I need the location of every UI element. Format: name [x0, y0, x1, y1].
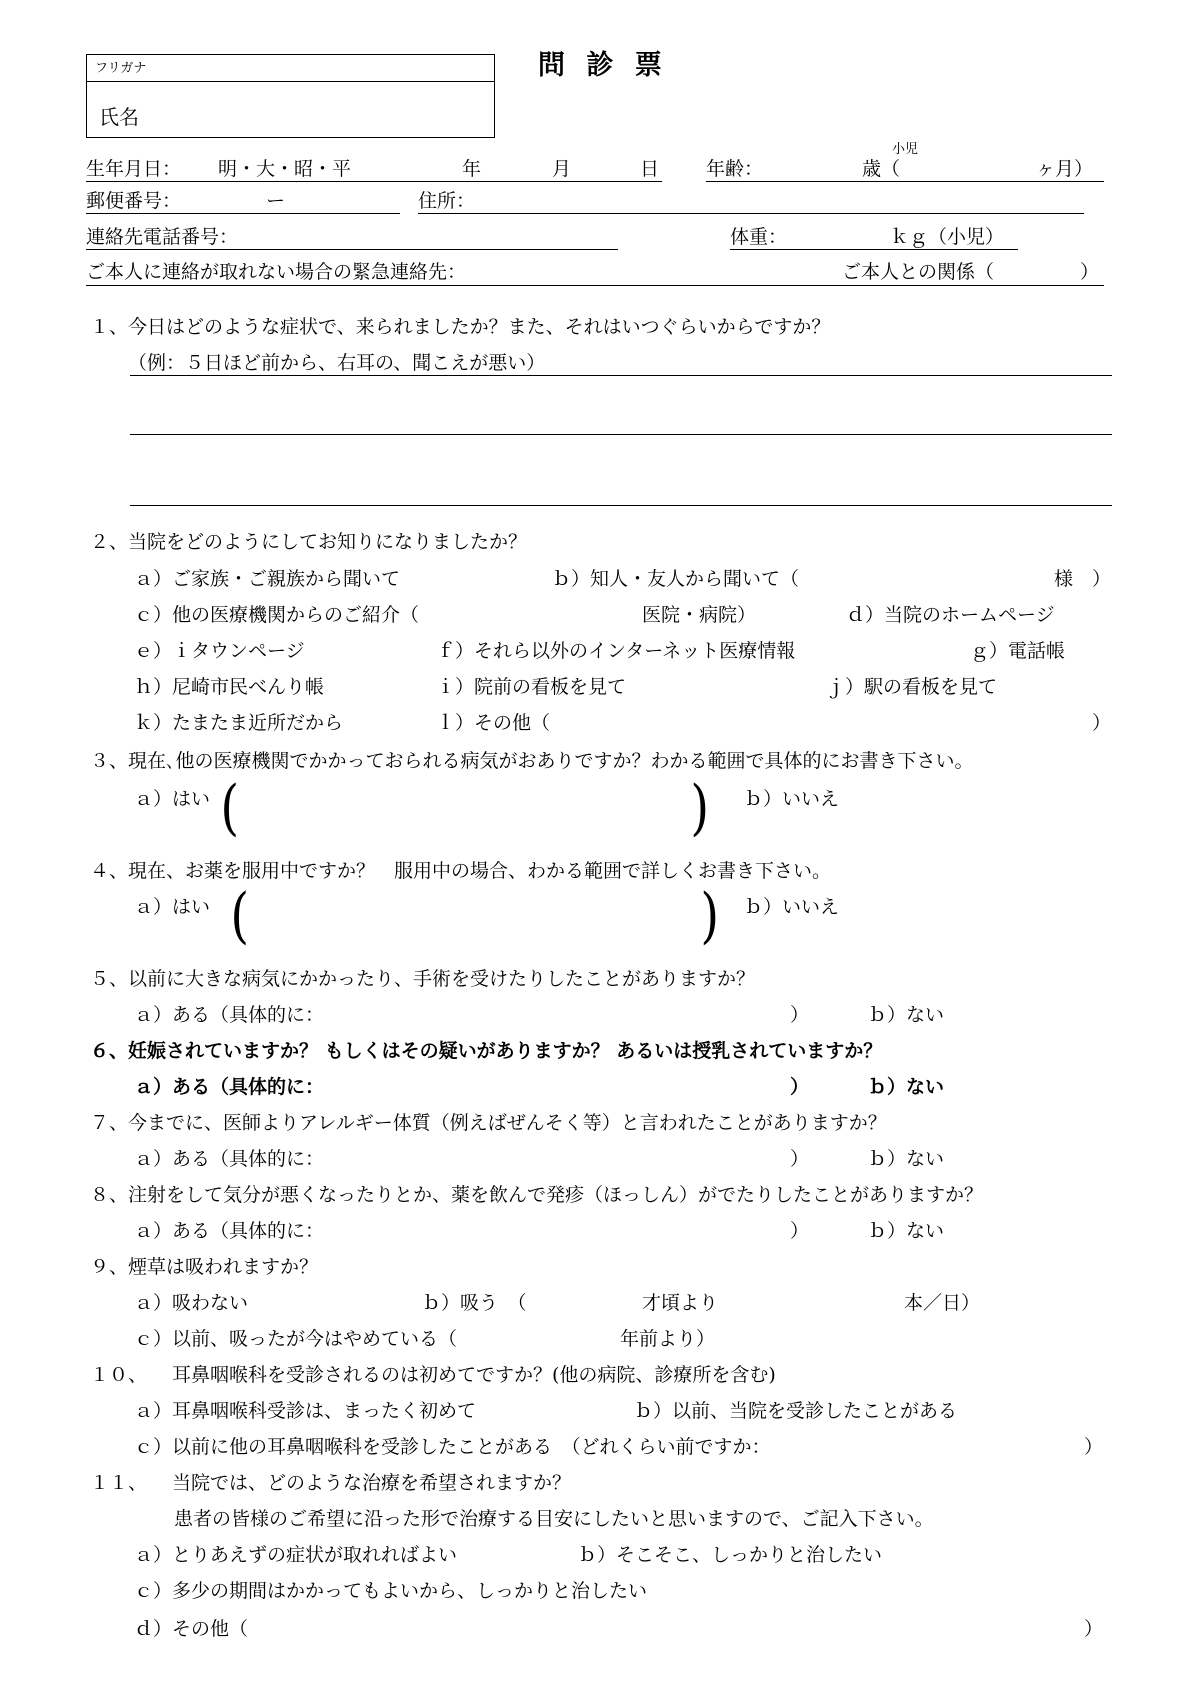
name-box-divider [87, 81, 494, 82]
age-label: 年齢： [706, 158, 764, 180]
q7-option-yes[interactable]: ａ）ある（具体的に： [134, 1148, 325, 1170]
q7-text: ７、今までに、医師よりアレルギー体質（例えばぜんそく等）と言われたことがありますか？ [90, 1112, 887, 1134]
q6-option-no[interactable]: ｂ）ない [868, 1076, 945, 1098]
q9-option-b[interactable]: ｂ）吸う （ [422, 1292, 527, 1314]
name-box[interactable] [86, 54, 495, 138]
q10-text: 耳鼻咽喉科を受診されるのは初めてですか？(他の病院、診療所を含む) [172, 1364, 776, 1386]
q1-line-3[interactable] [130, 505, 1112, 506]
q4-option-yes[interactable]: ａ）はい [134, 896, 211, 918]
q8-option-yes[interactable]: ａ）ある（具体的に： [134, 1220, 325, 1242]
q2-option-c-end: 医院・病院） [642, 604, 757, 626]
q3-paren-open: ( [220, 773, 240, 843]
q6-close: ） [790, 1076, 810, 1098]
q2-option-k[interactable]: ｋ）たまたま近所だから [134, 712, 344, 734]
postal-underline[interactable] [86, 213, 400, 214]
q8-text: ８、注射をして気分が悪くなったりとか、薬を飲んで発疹（ほっしん）がでたりしたことがありますか？ [90, 1184, 984, 1206]
month-label: 月 [552, 158, 572, 180]
q11-option-d-end: ） [1084, 1618, 1104, 1640]
q2-option-i[interactable]: ｉ）院前の看板を見て [436, 676, 627, 698]
q10-option-c[interactable]: ｃ）以前に他の耳鼻咽喉科を受診したことがある （どれくらい前ですか： [134, 1436, 771, 1458]
relation-label: ご本人との関係（ [842, 261, 995, 283]
q2-option-j[interactable]: ｊ）駅の看板を見て [826, 676, 998, 698]
q6-text: ６、妊娠されていますか？ もしくはその疑いがありますか？ あるいは授乳されていますか？ [90, 1040, 883, 1062]
q5-option-no[interactable]: ｂ）ない [868, 1004, 945, 1026]
q11-text: 当院では、どのような治療を希望されますか？ [172, 1472, 572, 1494]
months-unit: ヶ月） [1036, 158, 1094, 180]
relation-close: ） [1080, 261, 1100, 283]
q9-option-b-count: 本／日） [904, 1292, 981, 1314]
q11-option-d[interactable]: ｄ）その他（ [134, 1618, 249, 1640]
address-label: 住所： [418, 190, 476, 212]
birth-underline[interactable] [86, 181, 662, 182]
q10-option-c-end: ） [1084, 1436, 1104, 1458]
q3-text: ３、現在､他の医療機関でかかっておられる病気がおありですか？わかる範囲で具体的にお書き下さい。 [90, 750, 974, 772]
q2-option-l-end: ） [1092, 712, 1112, 734]
q3-option-no[interactable]: ｂ）いいえ [744, 788, 840, 810]
q2-option-c[interactable]: ｃ）他の医療機関からのご紹介（ [134, 604, 420, 626]
weight-underline[interactable] [730, 249, 1018, 250]
page-title: 問 診 票 [538, 50, 668, 81]
name-label: 氏名 [99, 105, 139, 129]
q6-option-yes[interactable]: ａ）ある（具体的に： [134, 1076, 325, 1098]
child-note: 小児 [892, 142, 919, 157]
q3-option-yes[interactable]: ａ）はい [134, 788, 211, 810]
q2-text: ２、当院をどのようにしてお知りになりましたか？ [90, 531, 528, 553]
day-label: 日 [640, 158, 660, 180]
q7-close: ） [790, 1148, 810, 1170]
q8-option-no[interactable]: ｂ）ない [868, 1220, 945, 1242]
address-underline[interactable] [418, 213, 1084, 214]
q5-option-yes[interactable]: ａ）ある（具体的に： [134, 1004, 325, 1026]
q2-option-f[interactable]: ｆ）それら以外のインターネット医療情報 [436, 640, 796, 662]
q10-number: １０、 [90, 1364, 148, 1386]
postal-label: 郵便番号： [86, 190, 182, 212]
q11-option-a[interactable]: ａ）とりあえずの症状が取れればよい [134, 1544, 458, 1566]
q2-option-a[interactable]: ａ）ご家族・ご親族から聞いて [134, 568, 401, 590]
postal-dash: ー [266, 190, 286, 212]
q4-paren-close: ) [700, 881, 720, 951]
q4-option-no[interactable]: ｂ）いいえ [744, 896, 840, 918]
q1-line-1[interactable] [130, 375, 1112, 376]
q10-option-a[interactable]: ａ）耳鼻咽喉科受診は、まったく初めて [134, 1400, 477, 1422]
q9-option-c-end: 年前より） [620, 1328, 716, 1350]
q8-close: ） [790, 1220, 810, 1242]
year-label: 年 [462, 158, 482, 180]
q2-option-g[interactable]: ｇ）電話帳 [970, 640, 1066, 662]
weight-unit: ｋｇ（小児） [890, 226, 1005, 248]
q2-option-l[interactable]: ｌ）その他（ [436, 712, 551, 734]
q5-close: ） [790, 1004, 810, 1026]
weight-label: 体重： [730, 226, 788, 248]
q9-text: ９、煙草は吸われますか？ [90, 1256, 319, 1278]
q9-option-b-age: 才頃より [642, 1292, 719, 1314]
birth-label: 生年月日： [86, 158, 182, 180]
q9-option-a[interactable]: ａ）吸わない [134, 1292, 249, 1314]
age-unit: 歳（ [862, 158, 901, 180]
q1-line-2[interactable] [130, 434, 1112, 435]
phone-label: 連絡先電話番号： [86, 226, 239, 248]
q2-option-b[interactable]: ｂ）知人・友人から聞いて（ [552, 568, 800, 590]
q4-text: ４、現在、お薬を服用中ですか？ 服用中の場合、わかる範囲で詳しくお書き下さい。 [90, 860, 832, 882]
phone-underline[interactable] [86, 249, 618, 250]
era-options[interactable]: 明・大・昭・平 [218, 158, 352, 180]
q2-option-e[interactable]: ｅ）ｉタウンページ [134, 640, 305, 662]
q3-paren-close: ) [690, 773, 710, 843]
q1-example: （例：５日ほど前から、右耳の、聞こえが悪い） [128, 352, 546, 374]
q1-text: １、今日はどのような症状で、来られましたか？また、それはいつぐらいからですか？ [90, 316, 831, 338]
q11-option-c[interactable]: ｃ）多少の期間はかかってもよいから、しっかりと治したい [134, 1580, 648, 1602]
q10-option-b[interactable]: ｂ）以前、当院を受診したことがある [634, 1400, 958, 1422]
emergency-underline[interactable] [86, 285, 1104, 286]
q5-text: ５、以前に大きな病気にかかったり、手術を受けたりしたことがありますか？ [90, 968, 756, 990]
q2-option-d[interactable]: ｄ）当院のホームページ [846, 604, 1055, 626]
q2-option-h[interactable]: ｈ）尼崎市民べんり帳 [134, 676, 325, 698]
age-underline[interactable] [706, 181, 1104, 182]
q11-option-b[interactable]: ｂ）そこそこ、しっかりと治したい [578, 1544, 883, 1566]
q2-option-b-end: 様 ） [1054, 568, 1112, 590]
q11-number: １１、 [90, 1472, 148, 1494]
emergency-label: ご本人に連絡が取れない場合の緊急連絡先： [86, 261, 467, 283]
q4-paren-open: ( [230, 881, 250, 951]
q7-option-no[interactable]: ｂ）ない [868, 1148, 945, 1170]
furigana-label: フリガナ [95, 61, 147, 76]
q9-option-c[interactable]: ｃ）以前、吸ったが今はやめている（ [134, 1328, 458, 1350]
q11-subtext: 患者の皆様のご希望に沿った形で治療する目安にしたいと思いますので、ご記入下さい。 [174, 1508, 934, 1530]
